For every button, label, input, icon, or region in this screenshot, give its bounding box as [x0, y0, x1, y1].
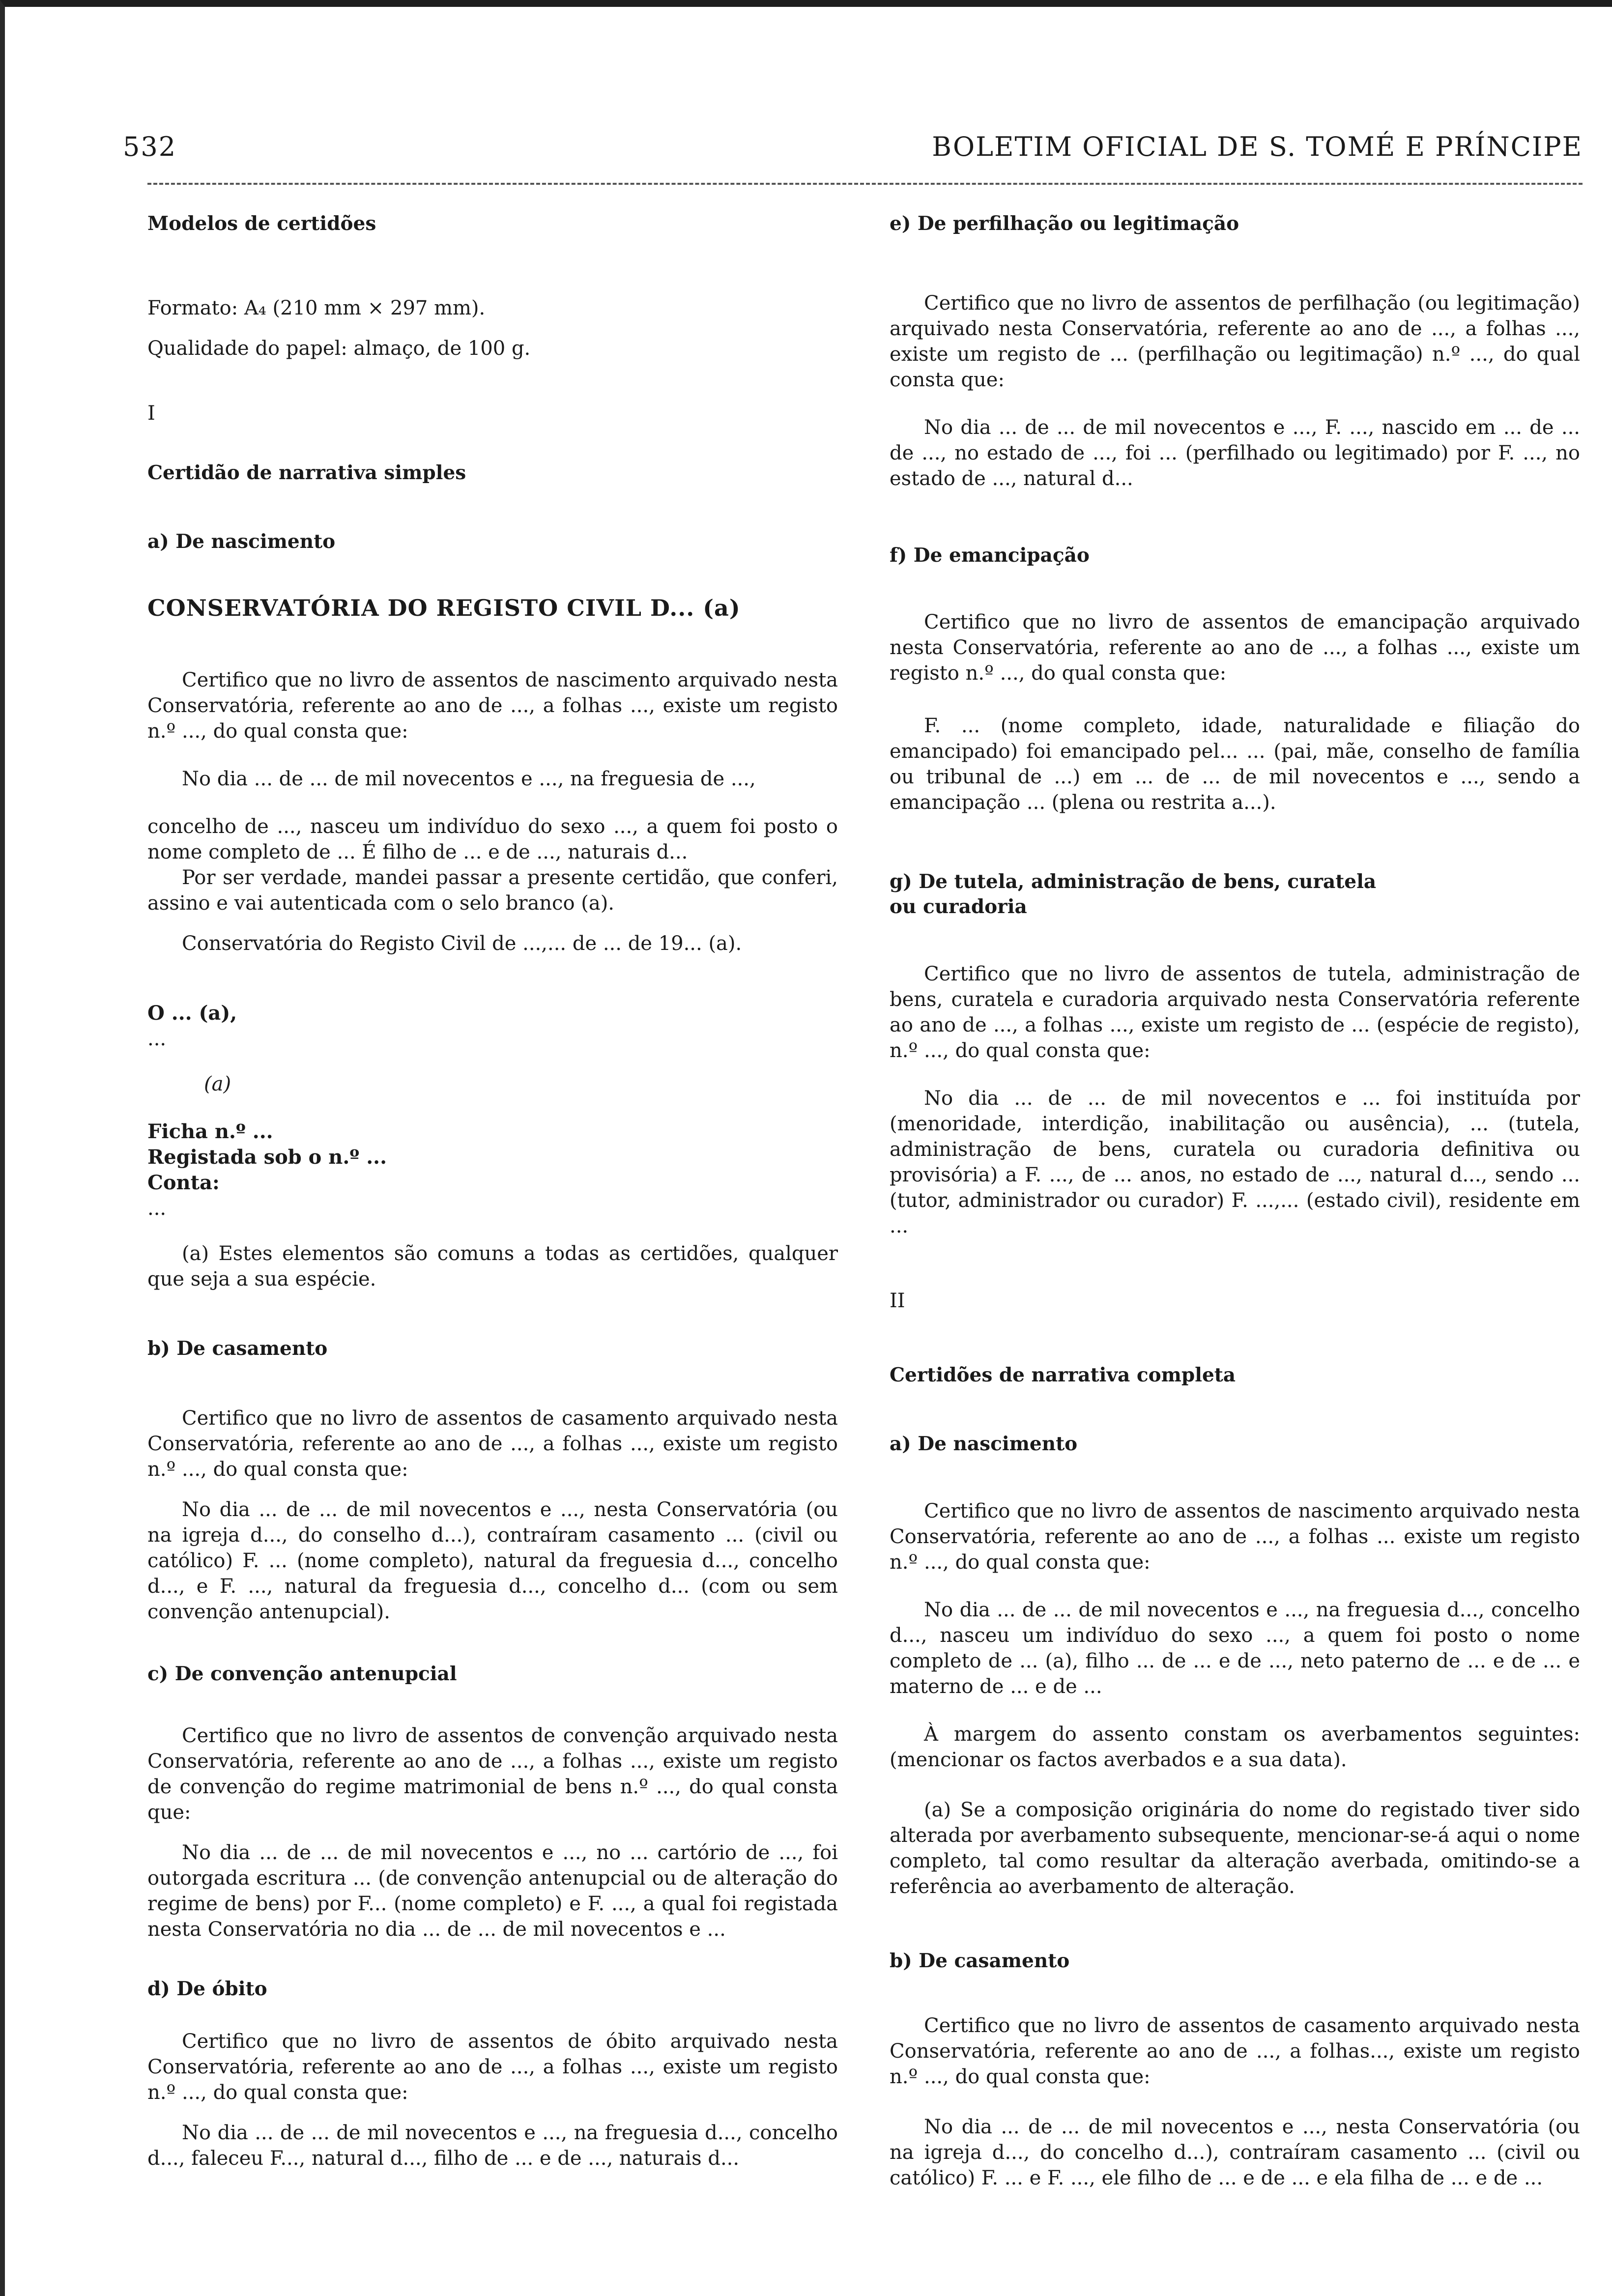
casamento-paragraph-2: No dia ... de ... de mil novecentos e ..., nesta Conservatória (ou na igreja d..., do conselho d...), contraíram casamento ... (civil ou católico) F. ... (nome completo), natural da freguesia d..., concelho d..., e F. ..., natural da freguesia d..., concelho d... (com ou sem convenção antenupcial). — [147, 1498, 838, 1623]
page-header — [123, 123, 1583, 162]
casamento-completa-paragraph-1: Certifico que no livro de assentos de casamento arquivado nesta Conservatória, referente ao ano de ..., a folhas..., existe um registo n.º ..., do qual consta que: — [890, 2014, 1580, 2088]
signature-dots: ... — [147, 1027, 167, 1050]
section-number-ii: II — [890, 1289, 905, 1312]
nome-alteracao-note: (a) Se a composição originária do nome do registado tiver sido alterada por averbamento subsequente, mencionar-se-á aqui o nome completo, tal como resultar da alteração averbada, omitindo-se a referência ao averbamento de alteração. — [890, 1799, 1580, 1898]
heading-casamento-completa: b) De casamento — [890, 1950, 1070, 1973]
heading-obito: d) De óbito — [147, 1978, 267, 2001]
nascimento-paragraph-3: concelho de ..., nasceu um indivíduo do sexo ..., a quem foi posto o nome completo de ... É filho de ... e de ..., naturais d... — [147, 815, 838, 863]
section-i-title: Certidão de narrativa simples — [147, 461, 466, 484]
signature-line: O ... (a), — [147, 1001, 237, 1025]
paper-quality-line: Qualidade do papel: almaço, de 100 g. — [147, 337, 531, 360]
heading-casamento: b) De casamento — [147, 1337, 328, 1360]
tutela-paragraph-2: No dia ... de ... de mil novecentos e ... foi instituída por (menoridade, interdição, inabilitação ou ausência), ... (tutela, administração de bens, curatela ou curadoria definitiva ou provisória) a F. ..., de ... anos, no estado de ..., natural d..., sendo ... (tutor, administrador ou curador) F. ...,... (estado civil), residente em ... — [890, 1087, 1580, 1237]
ficha-line: Ficha n.º ... — [147, 1119, 273, 1143]
emancipacao-paragraph-2: F. ... (nome completo, idade, naturalidade e filiação do emancipado) foi emancipado pel... ... (pai, mãe, conselho de família ou tribunal de ...) em ... de ... de mil novecentos e ..., sendo a emancipação ... (plena ou restrita a...). — [890, 715, 1580, 814]
journal-title: BOLETIM OFICIAL DE S. TOMÉ E PRÍNCIPE — [932, 131, 1583, 162]
conta-dots: ... — [147, 1197, 167, 1220]
header-rule — [147, 183, 1583, 185]
format-line: Formato: A₄ (210 mm × 297 mm). — [147, 296, 486, 319]
document-title: Modelos de certidões — [147, 212, 376, 235]
right-column — [890, 211, 1580, 2191]
heading-perfilhacao: e) De perfilhação ou legitimação — [890, 212, 1239, 235]
heading-nascimento: a) De nascimento — [147, 530, 336, 553]
conta-line: Conta: — [147, 1171, 220, 1194]
perfilhacao-paragraph-1: Certifico que no livro de assentos de perfilhação (ou legitimação) arquivado nesta Conservatória, referente ao ano de ..., a folhas ..., existe um registo de ... (perfilhação ou legitimação) n.º ..., do qual consta que: — [890, 291, 1580, 391]
casamento-paragraph-1: Certifico que no livro de assentos de casamento arquivado nesta Conservatória, referente ao ano de ..., a folhas ..., existe um registo n.º ..., do qual consta que: — [147, 1406, 838, 1481]
nascimento-completa-paragraph-1: Certifico que no livro de assentos de nascimento arquivado nesta Conservatória, referente ao ano de ..., a folhas ... existe um registo n.º ..., do qual consta que: — [890, 1500, 1580, 1574]
nascimento-completa-paragraph-2: No dia ... de ... de mil novecentos e ..., na freguesia d..., concelho d..., nasceu um indivíduo do sexo ..., a quem foi posto o nome completo de ... (a), filho ... de ... e de ..., neto paterno de ... e de ... e materno de ... e de ... — [890, 1599, 1580, 1698]
tutela-paragraph-1: Certifico que no livro de assentos de tutela, administração de bens, curatela e curadoria arquivado nesta Conservatória referente ao ano de ..., a folhas ..., existe um registo de ... (espécie de registo), n.º ..., do qual consta que: — [890, 962, 1580, 1062]
nascimento-paragraph-2: No dia ... de ... de mil novecentos e ..., na freguesia de ..., — [182, 767, 756, 790]
section-number-i: I — [147, 402, 155, 425]
page-number: 532 — [123, 131, 177, 162]
averbamentos-paragraph: À margem do assento constam os averbamentos seguintes: (mencionar os factos averbados e a sua data). — [890, 1723, 1580, 1772]
section-ii-title: Certidões de narrativa completa — [890, 1363, 1236, 1386]
nascimento-paragraph-5: Conservatória do Registo Civil de ...,... de ... de 19... (a). — [182, 932, 742, 955]
obito-paragraph-2: No dia ... de ... de mil novecentos e ..., na freguesia d..., concelho d..., faleceu F..., natural d..., filho de ... e de ..., naturais d... — [147, 2121, 838, 2170]
perfilhacao-paragraph-2: No dia ... de ... de mil novecentos e ..., F. ..., nascido em ... de ... de ..., no estado de ..., foi ... (perfilhado ou legitimado) por F. ..., no estado de ..., natural d... — [890, 416, 1580, 490]
heading-tutela-line-2: ou curadoria — [890, 895, 1027, 918]
left-column — [147, 211, 838, 2171]
heading-emancipacao: f) De emancipação — [890, 544, 1090, 567]
convencao-paragraph-1: Certifico que no livro de assentos de convenção arquivado nesta Conservatória, referente ao ano de ..., a folhas ..., existe um registo de convenção do regime matrimonial de bens n.º ..., do qual consta que: — [147, 1724, 838, 1824]
footnote: (a) Estes elementos são comuns a todas as certidões, qualquer que seja a sua espécie. — [147, 1242, 838, 1291]
note-marker: (a) — [204, 1072, 231, 1095]
obito-paragraph-1: Certifico que no livro de assentos de óbito arquivado nesta Conservatória, referente ao ano de ..., a folhas ..., existe um registo n.º ..., do qual consta que: — [147, 2030, 838, 2104]
registada-line: Registada sob o n.º ... — [147, 1145, 387, 1169]
emancipacao-paragraph-1: Certifico que no livro de assentos de emancipação arquivado nesta Conservatória, referente ao ano de ..., a folhas ..., existe um registo n.º ..., do qual consta que: — [890, 611, 1580, 685]
convencao-paragraph-2: No dia ... de ... de mil novecentos e ..., no ... cartório de ..., foi outorgada escritura ... (de convenção antenupcial ou de alteração do regime de bens) por F... (nome completo) e F. ..., a qual foi registada nesta Conservatória no dia ... de ... de mil novecentos e ... — [147, 1841, 838, 1941]
heading-convencao: c) De convenção antenupcial — [147, 1662, 457, 1685]
nascimento-paragraph-1: Certifico que no livro de assentos de nascimento arquivado nesta Conservatória, referente ao ano de ..., a folhas ..., existe um registo n.º ..., do qual consta que: — [147, 668, 838, 743]
heading-nascimento-completa: a) De nascimento — [890, 1433, 1078, 1456]
conservatoria-heading: CONSERVATÓRIA DO REGISTO CIVIL D... (a) — [147, 595, 741, 622]
nascimento-paragraph-4: Por ser verdade, mandei passar a presente certidão, que conferi, assino e vai autenticada com o selo branco (a). — [147, 866, 838, 915]
heading-tutela-line-1: g) De tutela, administração de bens, curatela — [890, 870, 1377, 893]
casamento-completa-paragraph-2: No dia ... de ... de mil novecentos e ..., nesta Conservatória (ou na igreja d..., do concelho d...), contraíram casamento ... (civil ou católico) F. ... e F. ..., ele filho de ... e de ... e ela filha de ... e de ... — [890, 2115, 1580, 2189]
